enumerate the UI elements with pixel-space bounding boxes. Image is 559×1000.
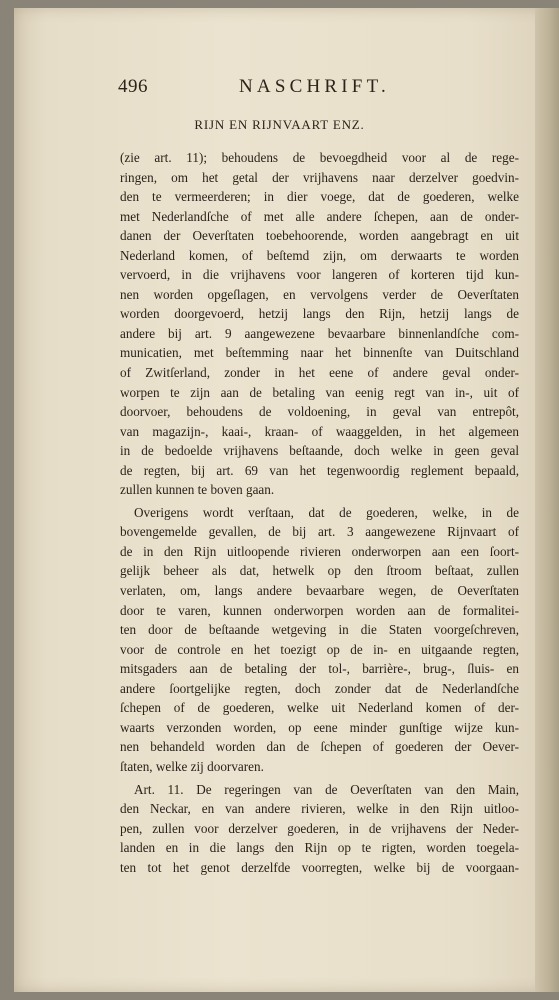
text-line: landen en in die langs den Rijn op te rigten, worden toegela- [120,840,519,856]
text-line: waarts verzonden worden, op eene minder gunſtige wijze kun- [120,719,519,735]
text-line: den te vermeerderen; in dier voege, dat de goederen, welke [120,189,519,205]
text-line: ringen, om het getal der vrijhavens naar derzelver goedvin- [120,169,519,185]
text-line: municatien, met beſtemming naar het binnenſte van Duitschland [120,345,519,361]
text-line: ſchepen of de goederen, welke uit Nederland komen of der- [120,700,519,716]
book-spine [535,8,559,992]
text-line: voor de controle en het toezigt op de in- en uitgaande regten, [120,641,519,657]
text-line: de in den Rijn uitloopende rivieren onderworpen aan een ſoort- [120,543,519,559]
text-line: de regten, bij art. 69 van het tegenwoordig reglement bepaald, [120,462,519,478]
body-text [120,148,519,877]
text-line: Overigens wordt verſtaan, dat de goederen, welke, in de [134,504,519,520]
text-line: andere ſoortgelijke regten, doch zonder dat de Nederlandſche [120,680,519,696]
text-line: andere bij art. 9 aangewezene bevaarbare binnenlandſche com- [120,325,519,341]
page-header [118,76,518,106]
text-line: worden doorgevoerd, hetzij langs den Rijn, hetzij langs de [120,306,519,322]
text-line: nen behandeld worden dan de ſchepen of goederen der Oever- [120,739,519,755]
section-subheading: RIJN EN RIJNVAART ENZ. [194,117,365,132]
running-title: NASCHRIFT. [239,76,390,97]
text-line: pen, zullen voor derzelver goederen, in de vrijhavens der Neder- [120,820,519,836]
text-line: gelijk beheer als dat, hetwelk op den ſtroom beſtaat, zullen [120,563,519,579]
text-line: (zie art. 11); behoudens de bevoegdheid voor al de rege- [120,150,519,165]
text-line: nen worden opgeſlagen, en vervolgens verder de Oeverſtaten [120,286,519,302]
text-line: danen der Oeverſtaten toebehoorende, worden aangebragt en uit [120,228,519,244]
text-line: in de bedoelde vrijhavens beſtaande, doch welke in geen geval [120,443,519,459]
text-line: bovengemelde gevallen, de bij art. 3 aangewezene Rijnvaart of [120,524,519,540]
text-line: ten tot het genot derzelfde voorregten, welke bij de voorgaan- [120,859,519,875]
text-line: ſtaten, welke zij doorvaren. [120,758,264,774]
text-line: ten door de beſtaande wetgeving in die Staten voorgeſchreven, [120,622,519,638]
page-number: 496 [118,76,148,97]
text-line: worpen te zijn aan de betaling van eenig regt van in-, uit of [120,384,519,400]
text-line: mitsgaders aan de betaling der tol-, barrière-, brug-, ſluis- en [120,661,519,677]
text-line: of Zwitſerland, zonder in het eene of andere geval onder- [120,365,519,381]
text-line: zullen kunnen te boven gaan. [120,482,275,498]
text-line: van magazijn-, kaai-, kraan- of waaggelden, in het algemeen [120,423,519,439]
text-line: Nederland komen, of beſtemd zijn, om derwaarts te worden [120,247,519,263]
text-line: verlaten, om, langs andere bevaarbare wegen, de Oeverſtaten [120,583,519,599]
text-line: Art. 11. De regeringen van de Oeverſtaten van den Main, [134,781,519,797]
text-line: doorvoer, behoudens de voldoening, in geval van entrepôt, [120,404,519,420]
text-line: vervoerd, in die vrijhavens voor langeren of korteren tijd kun- [120,267,519,283]
text-line: met Nederlandſche of met alle andere ſchepen, aan de onder- [120,208,519,224]
text-line: door te varen, kunnen onderworpen worden aan de formalitei- [120,602,519,618]
text-line: den Neckar, en van andere rivieren, welke in den Rijn uitloo- [120,801,519,817]
